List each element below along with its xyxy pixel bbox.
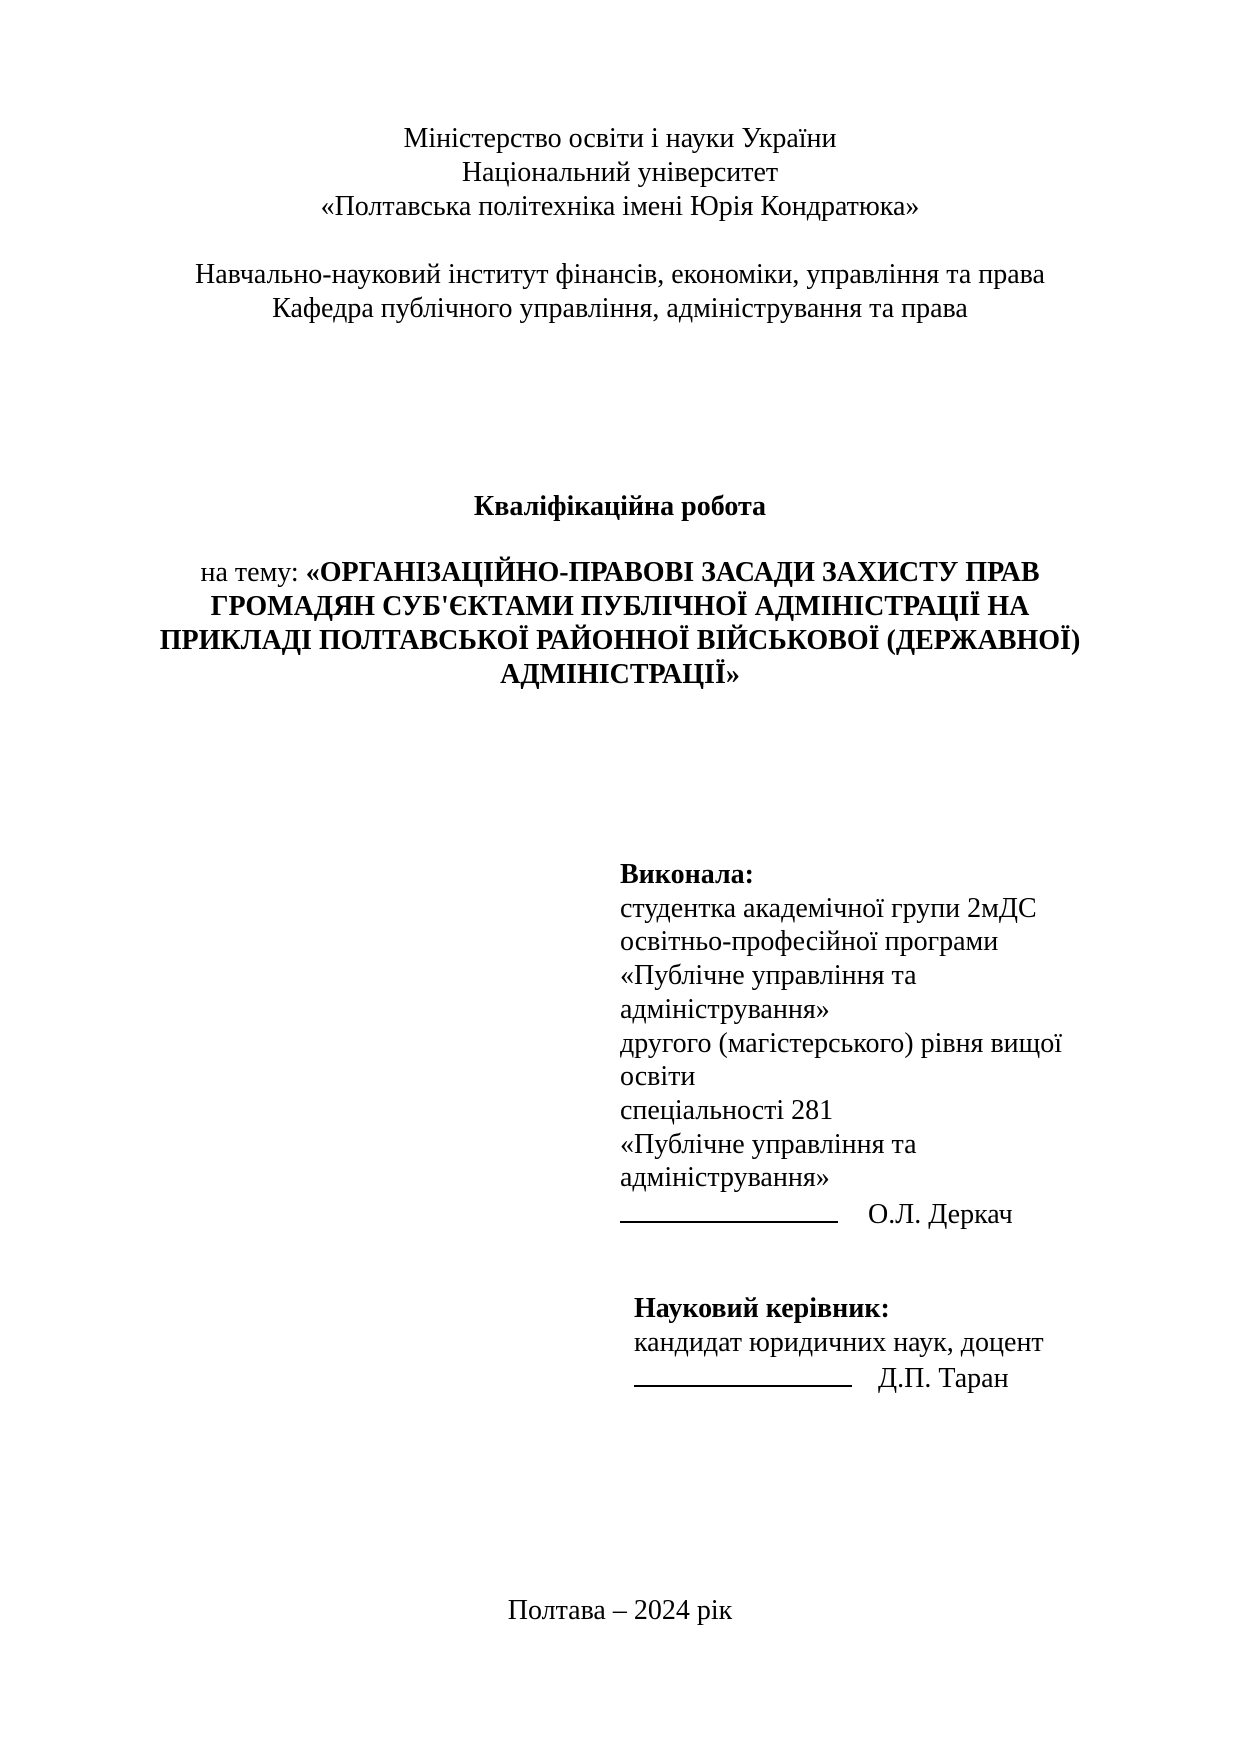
supervisor-signature-line	[634, 1359, 852, 1387]
author-line: «Публічне управління та	[620, 1128, 917, 1160]
author-line: «Публічне управління та	[620, 960, 917, 992]
city-year: Полтава – 2024 рік	[507, 1595, 733, 1626]
topic-line-3: ПРИКЛАДІ ПОЛТАВСЬКОЇ РАЙОННОЇ ВІЙСЬКОВОЇ (ДЕРЖАВНОЇ)	[159, 625, 1081, 656]
work-type-title: Кваліфікаційна робота	[473, 491, 767, 522]
author-line: освітньо-професійної програми	[620, 926, 999, 958]
supervisor-name: Д.П. Таран	[878, 1363, 1009, 1395]
author-line: спеціальності 281	[620, 1094, 834, 1126]
author-line: студентка академічної групи 2мДС	[620, 892, 1037, 924]
institute-line: Навчально-науковий інститут фінансів, економіки, управління та права	[195, 259, 1045, 290]
supervisor-block	[634, 1292, 1044, 1396]
author-name: О.Л. Деркач	[868, 1199, 1013, 1231]
university-name-line: «Полтавська політехніка імені Юрія Кондратюка»	[320, 191, 920, 222]
author-heading: Виконала:	[620, 859, 754, 890]
supervisor-signature-row	[634, 1359, 1044, 1396]
topic-text-1: «ОРГАНІЗАЦІЙНО-ПРАВОВІ ЗАСАДИ ЗАХИСТУ ПРАВ	[305, 557, 1040, 588]
author-line: освіти	[620, 1061, 696, 1093]
author-signature-row	[620, 1195, 1062, 1232]
university-type-line: Національний університет	[461, 157, 779, 188]
supervisor-title: кандидат юридичних наук, доцент	[634, 1326, 1044, 1358]
department-line: Кафедра публічного управління, адміністрування та права	[272, 293, 968, 324]
author-line: адміністрування»	[620, 993, 830, 1025]
author-signature-line	[620, 1195, 838, 1223]
topic-line-2: ГРОМАДЯН СУБ'ЄКТАМИ ПУБЛІЧНОЇ АДМІНІСТРАЦІЇ НА	[210, 591, 1030, 622]
topic-prefix: на тему:	[200, 557, 306, 588]
supervisor-heading: Науковий керівник:	[634, 1293, 890, 1324]
author-line: другого (магістерського) рівня вищої	[620, 1027, 1062, 1059]
topic-line-4: АДМІНІСТРАЦІЇ»	[500, 659, 740, 690]
author-block	[620, 858, 1062, 1232]
author-line: адміністрування»	[620, 1162, 830, 1194]
topic-line-1	[0, 556, 1240, 590]
ministry-line: Міністерство освіти і науки України	[403, 123, 837, 154]
